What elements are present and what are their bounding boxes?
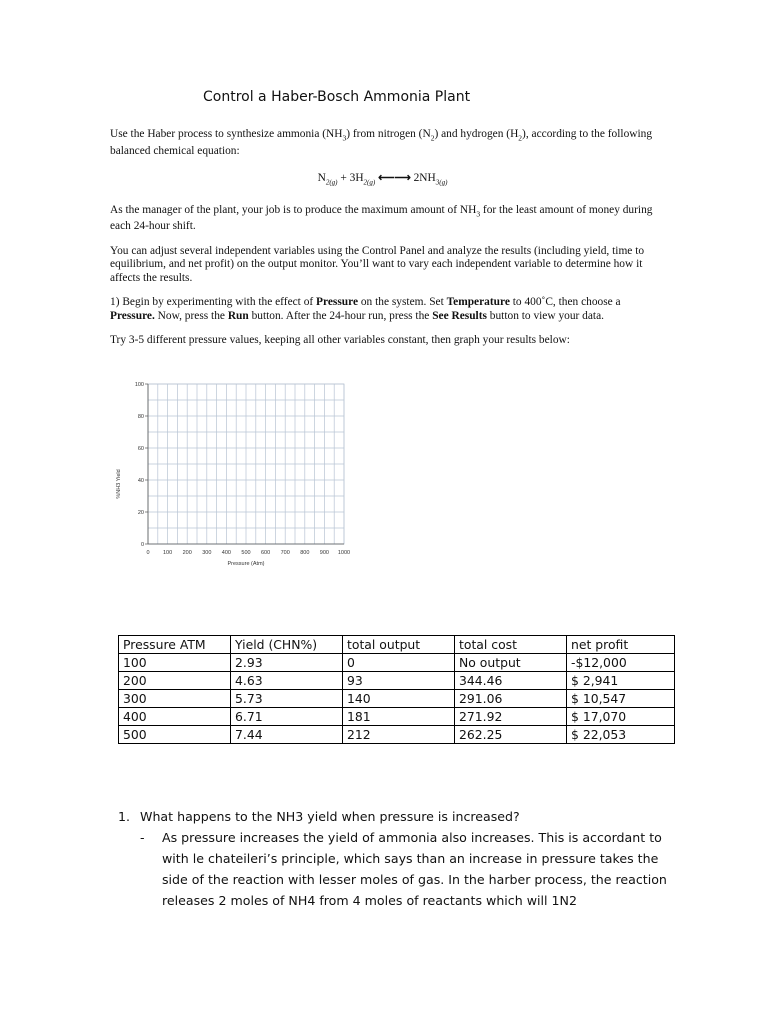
eq-h2: + 3H — [337, 172, 364, 185]
x-tick-label: 500 — [241, 550, 251, 556]
table-cell: 291.06 — [455, 690, 567, 708]
x-tick-label: 100 — [163, 550, 173, 556]
table-cell: $ 17,070 — [567, 708, 675, 726]
table-row — [119, 654, 675, 672]
x-tick-label: 0 — [146, 550, 150, 556]
x-tick-label: 600 — [261, 550, 271, 556]
control-panel-paragraph: You can adjust several independent variables using the Control Panel and analyze the results (including yield, time to equilibrium, and net profit) on the output monitor. You’ll want to vary each independent variable to determine how it affects the results. — [110, 244, 645, 284]
subscript: 3 — [476, 209, 481, 219]
table-cell: 4.63 — [231, 672, 343, 690]
table-header-row — [119, 636, 675, 654]
table-cell: 300 — [119, 690, 231, 708]
y-tick-label: 40 — [137, 478, 144, 484]
worksheet-instructions — [110, 128, 655, 347]
table-cell: 344.46 — [455, 672, 567, 690]
text-span: ) from nitrogen (N — [346, 128, 431, 140]
x-tick-label: 300 — [202, 550, 212, 556]
subscript: 2 — [430, 133, 435, 143]
table-cell: 140 — [343, 690, 455, 708]
table-cell: 271.92 — [455, 708, 567, 726]
text-span: 1) Begin by experimenting with the effect of — [110, 296, 317, 309]
bold-term: Temperature — [446, 296, 510, 309]
text-span: Use the Haber process to synthesize ammonia (NH — [110, 128, 343, 140]
table-cell: 2.93 — [231, 654, 343, 672]
table-cell: 200 — [119, 672, 231, 690]
table-cell: total cost — [455, 636, 567, 654]
text-span: As the manager of the plant, your job is to produce the maximum amount of NH — [110, 203, 477, 216]
intro-paragraph — [110, 128, 655, 158]
text-span: to 400˚C, then choose a — [509, 296, 621, 309]
text-span: button. After the 24-hour run, press the — [248, 309, 433, 322]
results-table — [118, 635, 675, 744]
question-1 — [118, 806, 678, 827]
table-cell: Pressure ATM — [119, 636, 231, 654]
text-span: Now, press the — [154, 309, 228, 322]
eq-n2: N — [317, 172, 326, 185]
table-cell: total output — [343, 636, 455, 654]
eq-sub: 2(g) — [363, 178, 376, 187]
page-title: Control a Haber-Bosch Ammonia Plant — [203, 89, 471, 105]
bold-term: See Results — [432, 309, 487, 322]
table-row — [119, 708, 675, 726]
graph-instruction: Try 3-5 different pressure values, keeping all other variables constant, then graph your results below: — [110, 333, 570, 346]
table-cell: 262.25 — [455, 726, 567, 744]
text-span: button to view your data. — [486, 309, 604, 322]
table-cell: 6.71 — [231, 708, 343, 726]
equilibrium-arrow-icon: ⟵⟶ — [375, 172, 414, 185]
yield-pressure-graph — [108, 376, 368, 576]
table-cell: 500 — [119, 726, 231, 744]
subscript: 3 — [342, 133, 347, 143]
table-cell: 400 — [119, 708, 231, 726]
eq-sub: 2(g) — [325, 178, 338, 187]
manager-paragraph — [110, 204, 655, 234]
x-tick-label: 400 — [221, 550, 231, 556]
table-cell: $ 2,941 — [567, 672, 675, 690]
table-cell: net profit — [567, 636, 675, 654]
table-cell: 0 — [343, 654, 455, 672]
bold-term: Pressure. — [110, 309, 155, 322]
y-axis-label: %NH3 Yield — [116, 469, 122, 499]
question-number: 1. — [118, 809, 131, 824]
bold-term: Pressure — [316, 296, 359, 309]
x-tick-label: 800 — [300, 550, 310, 556]
table-cell: No output — [455, 654, 567, 672]
eq-sub: 3(g) — [435, 178, 448, 187]
y-tick-label: 100 — [134, 382, 144, 388]
table-cell: 7.44 — [231, 726, 343, 744]
text-span: on the system. Set — [358, 296, 447, 309]
table-cell: 100 — [119, 654, 231, 672]
text-span: ) and hydrogen (H — [434, 128, 519, 140]
table-row — [119, 690, 675, 708]
x-axis-label: Pressure (Atm) — [227, 561, 265, 567]
table-cell: -$12,000 — [567, 654, 675, 672]
subscript: 2 — [518, 133, 523, 143]
x-tick-label: 700 — [280, 550, 290, 556]
table-cell: $ 22,053 — [567, 726, 675, 744]
y-tick-label: 20 — [137, 510, 144, 516]
table-cell: 5.73 — [231, 690, 343, 708]
answer-bullet: - — [140, 830, 145, 845]
table-cell: 181 — [343, 708, 455, 726]
chart-svg — [108, 376, 368, 576]
table-cell: 93 — [343, 672, 455, 690]
table-cell: Yield (CHN%) — [231, 636, 343, 654]
table-cell: 212 — [343, 726, 455, 744]
bold-term: Run — [227, 309, 249, 322]
eq-nh3: 2NH — [413, 172, 436, 185]
y-tick-label: 60 — [137, 446, 144, 452]
table-row — [119, 726, 675, 744]
y-tick-label: 0 — [140, 542, 144, 548]
chemical-equation — [110, 172, 655, 190]
x-tick-label: 200 — [182, 550, 192, 556]
x-tick-label: 1000 — [337, 550, 351, 556]
text-span: ), according to the following balanced chemical equation: — [110, 128, 653, 157]
x-tick-label: 900 — [319, 550, 329, 556]
text-span: for the least amount of money during each 24-hour shift. — [110, 203, 653, 233]
results-table-body — [119, 636, 675, 744]
questions-section — [118, 806, 678, 911]
answer-1 — [140, 827, 678, 911]
step1-paragraph — [110, 296, 655, 323]
y-tick-label: 80 — [137, 414, 144, 420]
table-row — [119, 672, 675, 690]
question-text: What happens to the NH3 yield when pressure is increased? — [140, 809, 520, 824]
answer-text: As pressure increases the yield of ammonia also increases. This is accordant to with le chateileri’s principle, which says than an increase in pressure takes the side of the reaction with lesser moles of gas. In the harber process, the reaction releases 2 moles of NH4 from 4 moles of reactants which will 1N2 — [162, 830, 667, 908]
table-cell: $ 10,547 — [567, 690, 675, 708]
